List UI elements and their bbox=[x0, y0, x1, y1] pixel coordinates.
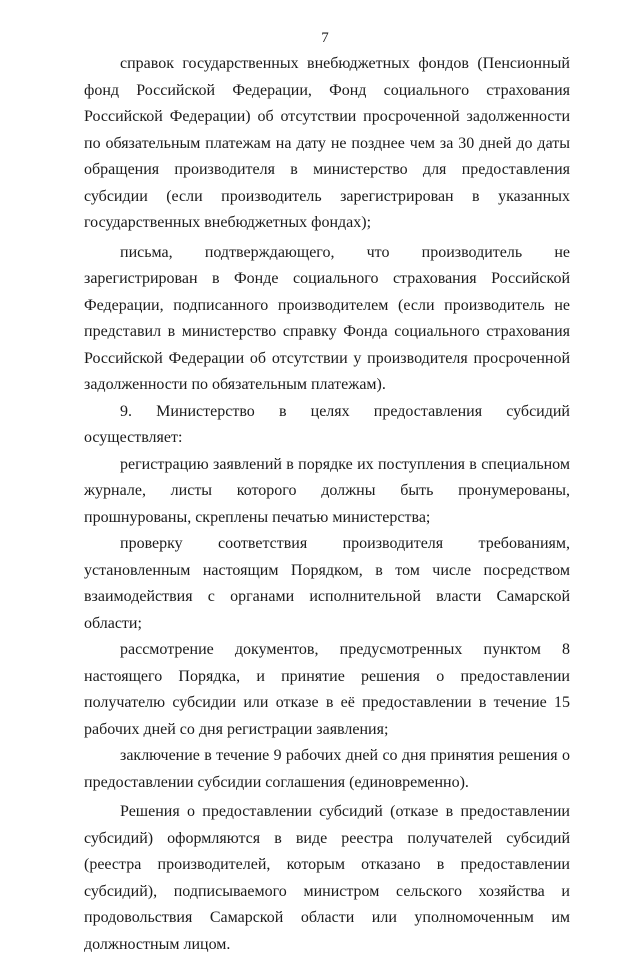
paragraph-item-9: 9. Министерство в целях предоставления субсидий осуществляет: bbox=[84, 402, 570, 446]
paragraph-review: рассмотрение документов, предусмотренных пунктом 8 настоящего Порядка, и принятие решения о предоставлении получателю субсидии или отказе в её предоставлении в течение 15 рабочих дней со дня регистрации заявления; bbox=[84, 641, 570, 738]
paragraph-registration: регистрацию заявлений в порядке их поступления в специальном журнале, листы которого должны быть пронумерованы, прошнурованы, скреплены печатью министерства; bbox=[84, 455, 570, 526]
paragraph-verification: проверку соответствия производителя требованиям, установленным настоящим Порядком, в том числе посредством взаимодействия с органами исполнительной власти Самарской области; bbox=[84, 535, 570, 632]
page-number: 7 bbox=[321, 30, 329, 46]
paragraph-conclusion: заключение в течение 9 рабочих дней со дня принятия решения о предоставлении субсидии соглашения (единовременно). bbox=[84, 747, 570, 791]
paragraph-letter: письма, подтверждающего, что производитель не зарегистрирован в Фонде социального страхования Российской Федерации, подписанного производителем (если производитель не представил в министерство справку Фонда социального страхования Российской Федерации об отсутствии у производителя просроченной задолженности по обязательным платежам). bbox=[84, 243, 570, 393]
paragraph-certificates: справок государственных внебюджетных фондов (Пенсионный фонд Российской Федерации, Фонд социального страхования Российской Федерации) об отсутствии просроченной задолженности по обязательным платежам на дату не позднее чем за 30 дней до даты обращения производителя в министерство для предоставления субсидии (если производитель зарегистрирован в указанных государственных внебюджетных фондах); bbox=[84, 55, 570, 231]
document-body bbox=[84, 51, 570, 958]
paragraph-decisions: Решения о предоставлении субсидий (отказе в предоставлении субсидий) оформляются в виде реестра получателей субсидий (реестра производителей, которым отказано в предоставлении субсидий), подписываемого министром сельского хозяйства и продовольствия Самарской области или уполномоченным им должностным лицом. bbox=[84, 803, 570, 953]
